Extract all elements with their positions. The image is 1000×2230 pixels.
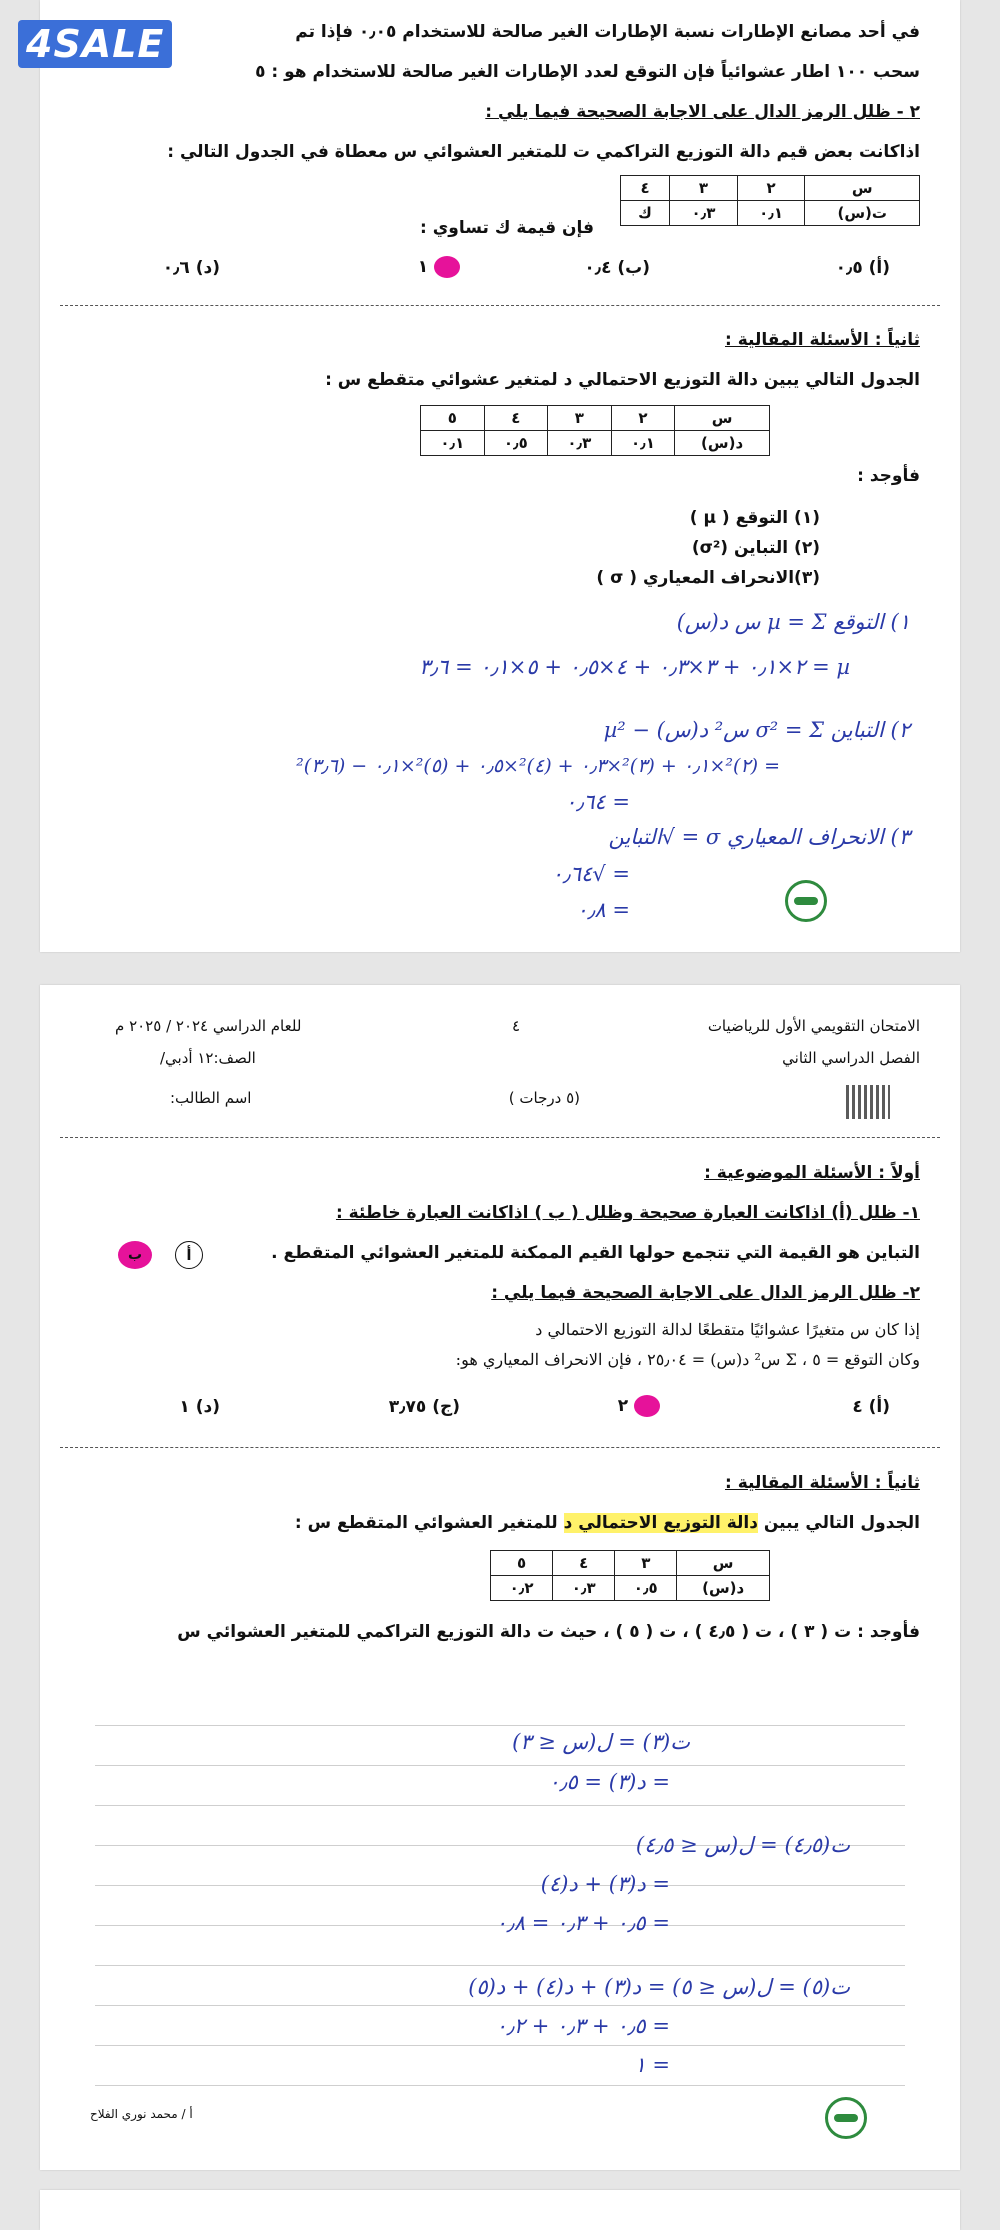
table-cell: ٠٫١ bbox=[737, 201, 805, 226]
table-row bbox=[491, 1576, 770, 1601]
handwritten-line: = √٠٫٦٤ bbox=[551, 862, 630, 886]
marks-label: (٥ درجات ) bbox=[508, 1089, 580, 1107]
table-cell: ٤ bbox=[553, 1551, 615, 1576]
ruled-line bbox=[95, 1725, 905, 1726]
student-name-label: اسم الطالب: bbox=[170, 1089, 252, 1107]
exam-title: الامتحان التقويمي الأول للرياضيات bbox=[707, 1017, 920, 1035]
table-cell: ت(س) bbox=[805, 201, 920, 226]
option-c[interactable] bbox=[418, 256, 460, 278]
ruled-line bbox=[95, 1885, 905, 1886]
essay-text bbox=[80, 1513, 920, 1533]
handwritten-line: = ٠٫٥ + ٠٫٣ = ٠٫٨ bbox=[495, 1911, 670, 1935]
school-logo-icon bbox=[825, 2097, 867, 2139]
table-cell: ٣ bbox=[615, 1551, 677, 1576]
table-cell: د(س) bbox=[677, 1576, 770, 1601]
ruled-line bbox=[95, 2045, 905, 2046]
q2-line2: وكان التوقع = ٥ ، Σ س² د(س) = ٢٥٫٠٤ ، فإن الانحراف المعياري هو: bbox=[455, 1350, 920, 1369]
table-cell: س bbox=[677, 1551, 770, 1576]
item-variance: (٢) التباين (σ²) bbox=[691, 538, 820, 558]
ruled-line bbox=[95, 1805, 905, 1806]
table-cell: ٠٫٥ bbox=[484, 431, 548, 456]
academic-year: للعام الدراسي ٢٠٢٤ / ٢٠٢٥ م bbox=[115, 1017, 302, 1035]
handwritten-line: ت(٤٫٥) = ل(س ≤ ٤٫٥) bbox=[635, 1833, 850, 1857]
option-a[interactable]: (أ) ٠٫٥ bbox=[835, 258, 890, 278]
option-d[interactable]: (د) ١ bbox=[179, 1397, 220, 1417]
table-cell: د(س) bbox=[675, 431, 770, 456]
essay-title: ثانياً : الأسئلة المقالية : bbox=[725, 1473, 920, 1493]
table-cell: ٤ bbox=[621, 176, 670, 201]
semester: الفصل الدراسي الثاني bbox=[782, 1049, 920, 1067]
qr-code-icon bbox=[846, 1085, 890, 1119]
divider bbox=[60, 1447, 940, 1448]
essay-text-part: للمتغير العشوائي المتقطع س : bbox=[294, 1513, 564, 1533]
handwritten-line: ٣) الانحراف المعياري σ = √التباين bbox=[608, 825, 910, 849]
page-number: ٤ bbox=[511, 1017, 520, 1035]
divider bbox=[60, 305, 940, 306]
table-cell: ٤ bbox=[484, 406, 548, 431]
table-cell: ٠٫١ bbox=[421, 431, 485, 456]
table-cell: ٢ bbox=[737, 176, 805, 201]
q1-option-b[interactable] bbox=[118, 1241, 152, 1269]
option-circle: أ bbox=[175, 1241, 203, 1269]
selected-answer-mark bbox=[434, 256, 460, 278]
q1-line2: سحب ١٠٠ اطار عشوائياً فإن التوقع لعدد الإطارات الغير صالحة للاستخدام هو : ٥ bbox=[255, 62, 920, 82]
table-cell: ٣ bbox=[548, 406, 612, 431]
ruled-line bbox=[95, 2085, 905, 2086]
handwritten-line: ت(٣) = ل(س ≤ ٣) bbox=[512, 1730, 690, 1754]
handwritten-line: ت(٥) = ل(س ≤ ٥) = د(٣) + د(٤) + د(٥) bbox=[468, 1975, 850, 1999]
table-cell: ك bbox=[621, 201, 670, 226]
q2-title: ٢- ظلل الرمز الدال على الاجابة الصحيحة فيما يلي : bbox=[491, 1283, 920, 1303]
teacher-signature: أ / محمد نوري الفلاح bbox=[90, 2107, 193, 2121]
table-cell: س bbox=[805, 176, 920, 201]
ruled-line bbox=[95, 1965, 905, 1966]
ruled-line bbox=[95, 1765, 905, 1766]
table-cell: س bbox=[675, 406, 770, 431]
find-label: فأوجد : bbox=[857, 466, 920, 486]
option-b-label: ٢ bbox=[617, 1396, 629, 1416]
option-b[interactable]: (ب) ٠٫٤ bbox=[584, 258, 650, 278]
table-cell: ٠٫٣ bbox=[670, 201, 738, 226]
exam-page-3-edge bbox=[40, 2190, 960, 2230]
table-cell: ٠٫١ bbox=[611, 431, 675, 456]
option-b[interactable] bbox=[618, 1395, 660, 1417]
handwritten-line: ١) التوقع µ = Σ س د(س) bbox=[676, 610, 910, 634]
grade-label: الصف:١٢ أدبي/ bbox=[160, 1049, 256, 1067]
watermark-text: 4SALE bbox=[18, 20, 172, 68]
app-watermark bbox=[18, 20, 168, 68]
selected-answer-mark: ب bbox=[118, 1241, 152, 1269]
handwritten-line: ٢) التباين σ² = Σ س² د(س) − µ² bbox=[603, 718, 910, 742]
handwritten-line: = (٢)²×٠٫١ + (٣)²×٠٫٣ + (٤)²×٠٫٥ + (٥)²×٠٫١ − (٣٫٦)² bbox=[296, 755, 780, 777]
q1-title: ١- ظلل (أ) اذاكانت العبارة صحيحة وظلل ( ب ) اذاكانت العبارة خاطئة : bbox=[335, 1203, 920, 1223]
q1-line1: في أحد مصانع الإطارات نسبة الإطارات الغير صالحة للاستخدام ٠٫٠٥ فإذا تم bbox=[295, 22, 920, 42]
essay-text-part: الجدول التالي يبين bbox=[757, 1513, 920, 1533]
table-cell: ٥ bbox=[421, 406, 485, 431]
essay-text: الجدول التالي يبين دالة التوزيع الاحتمالي د لمتغير عشوائي متقطع س : bbox=[325, 370, 920, 390]
table-row bbox=[491, 1551, 770, 1576]
option-a[interactable]: (أ) ٤ bbox=[852, 1397, 890, 1417]
selected-answer-mark bbox=[634, 1395, 660, 1417]
cumulative-table bbox=[620, 175, 920, 226]
item-std-dev: (٣)الانحراف المعياري ( σ ) bbox=[596, 568, 820, 588]
table-cell: ٠٫٢ bbox=[491, 1576, 553, 1601]
option-d[interactable]: (د) ٠٫٦ bbox=[162, 258, 220, 278]
q1-statement: التباين هو القيمة التي تتجمع حولها القيم الممكنة للمتغير العشوائي المتقطع . bbox=[271, 1243, 920, 1263]
handwritten-line: = ٠٫٨ bbox=[576, 898, 630, 922]
school-logo-icon bbox=[785, 880, 827, 922]
handwritten-line: = ٠٫٦٤ bbox=[565, 790, 630, 814]
find-prompt: فأوجد : ت ( ٣ ) ، ت ( ٤٫٥ ) ، ت ( ٥ ) ، حيث ت دالة التوزيع التراكمي للمتغير العشوائي س bbox=[177, 1622, 920, 1642]
handwritten-line: = ١ bbox=[634, 2053, 670, 2077]
table-row bbox=[621, 176, 920, 201]
q2-ask: فإن قيمة ك تساوي : bbox=[420, 218, 595, 238]
table-cell: ٠٫٣ bbox=[548, 431, 612, 456]
item-expectation: (١) التوقع ( µ ) bbox=[689, 508, 820, 528]
table-cell: ٠٫٥ bbox=[615, 1576, 677, 1601]
ruled-line bbox=[95, 2005, 905, 2006]
handwritten-line: = ٠٫٥ + ٠٫٣ + ٠٫٢ bbox=[495, 2014, 670, 2038]
table-cell: ٣ bbox=[670, 176, 738, 201]
exam-page-2 bbox=[40, 985, 960, 2170]
table-row bbox=[621, 201, 920, 226]
divider bbox=[60, 1137, 940, 1138]
table-cell: ٥ bbox=[491, 1551, 553, 1576]
handwritten-line: = د(٣) = ٠٫٥ bbox=[548, 1770, 670, 1794]
q2-title: ٢ - ظلل الرمز الدال على الاجابة الصحيحة فيما يلي : bbox=[485, 102, 920, 122]
objective-title: أولاً : الأسئلة الموضوعية : bbox=[704, 1163, 920, 1183]
table-cell: ٠٫٣ bbox=[553, 1576, 615, 1601]
handwritten-line: = د(٣) + د(٤) bbox=[540, 1872, 670, 1896]
q2-text: اذاكانت بعض قيم دالة التوزيع التراكمي ت للمتغير العشوائي س معطاة في الجدول التالي : bbox=[167, 142, 920, 162]
q2-line1: إذا كان س متغيرًا عشوائيًا متقطعًا لدالة التوزيع الاحتمالي د bbox=[535, 1320, 920, 1339]
exam-page-1 bbox=[40, 0, 960, 952]
option-c[interactable]: (ج) ٣٫٧٥ bbox=[388, 1397, 460, 1417]
highlighted-text: دالة التوزيع الاحتمالي د bbox=[563, 1513, 758, 1533]
essay-title: ثانياً : الأسئلة المقالية : bbox=[725, 330, 920, 350]
option-c-label: ١ bbox=[417, 257, 429, 277]
probability-table bbox=[420, 405, 770, 456]
table-row bbox=[421, 431, 770, 456]
probability-table bbox=[490, 1550, 770, 1601]
table-row bbox=[421, 406, 770, 431]
handwritten-line: µ = ٢×٠٫١ + ٣×٠٫٣ + ٤×٠٫٥ + ٥×٠٫١ = ٣٫٦ bbox=[419, 655, 850, 679]
table-cell: ٢ bbox=[611, 406, 675, 431]
q1-option-a[interactable] bbox=[175, 1241, 203, 1269]
